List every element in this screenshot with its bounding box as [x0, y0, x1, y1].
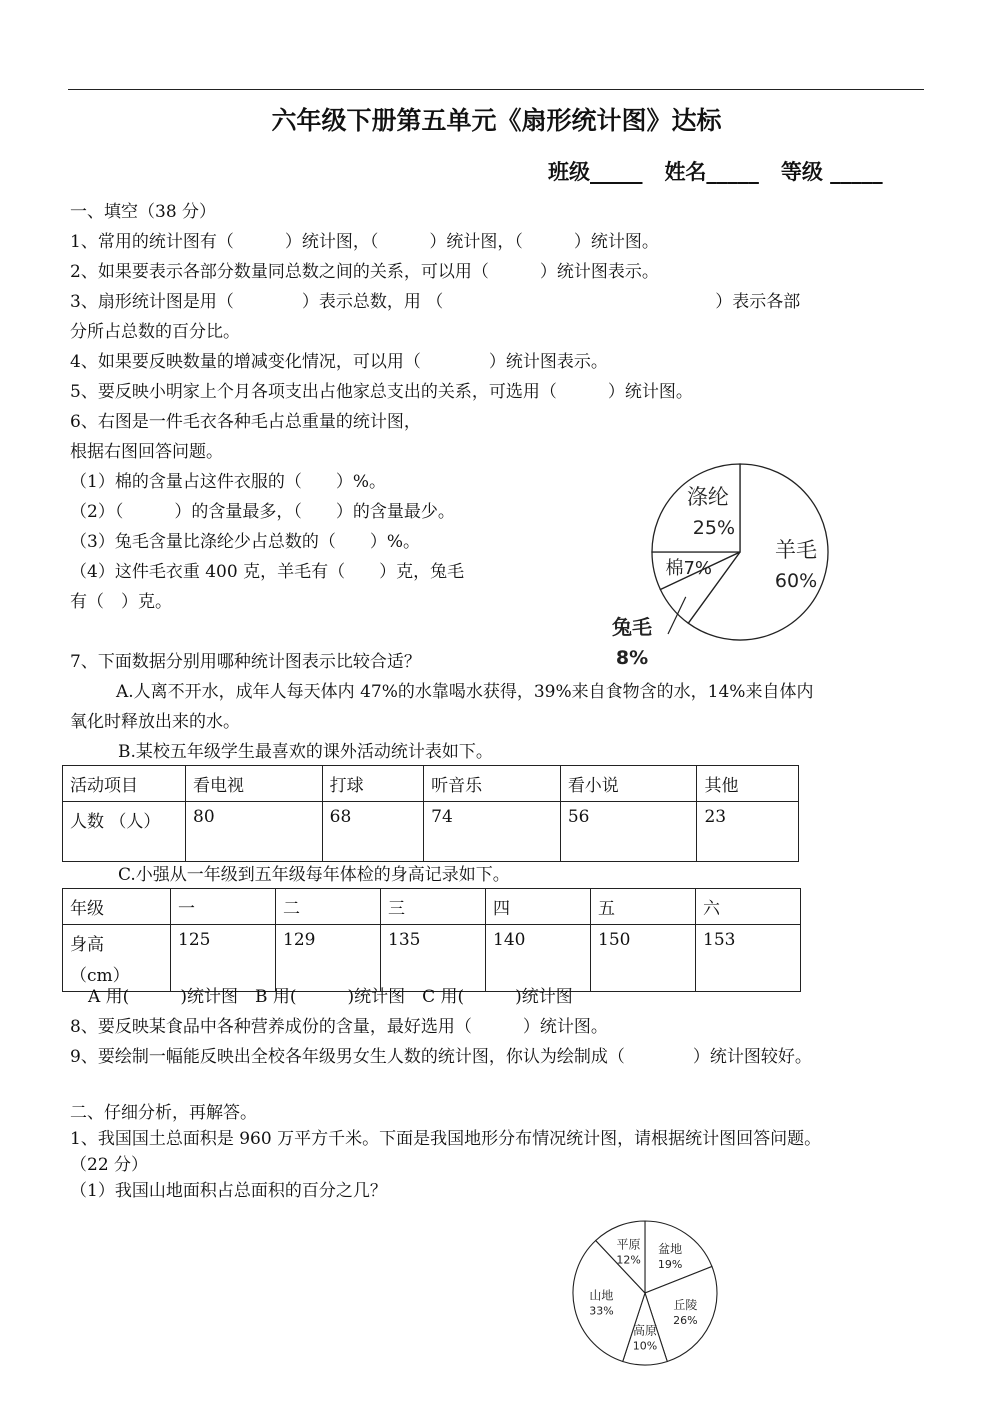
table-cell: 74 [424, 802, 561, 862]
question-6-sub4: （4）这件毛衣重 400 克，羊毛有（ ）克，兔毛 [70, 562, 465, 582]
table-cell: 135 [381, 925, 486, 992]
row-label-unit: （cm） [70, 966, 130, 986]
question-1: 1、常用的统计图有（ ）统计图，（ ）统计图，（ ）统计图。 [70, 232, 659, 252]
pie-label: 丘陵 [673, 1298, 698, 1313]
sweater-wool-pie-chart [560, 440, 850, 680]
table-header-row [63, 766, 799, 802]
table-cell: 125 [171, 925, 276, 992]
pie-label: 盆地 [658, 1242, 683, 1257]
section2-question-1-sub1: （1）我国山地面积占总面积的百分之几？ [70, 1181, 387, 1201]
pie-value-label: 60% [774, 569, 818, 592]
question-5: 5、要反映小明家上个月各项支出占他家总支出的关系，可选用（ ）统计图。 [70, 382, 693, 402]
table-cell: 人数 （人） [63, 802, 186, 862]
question-6-sub4-cont: 有（ ）克。 [70, 592, 172, 612]
table-cell: 140 [486, 925, 591, 992]
section2-question-1: 1、我国国土总面积是 960 万平方千米。下面是我国地形分布情况统计图，请根据统计图回答问题。 [70, 1129, 822, 1149]
table-cell: 80 [186, 802, 323, 862]
question-3-cont: 分所占总数的百分比。 [70, 322, 240, 342]
table-cell: 68 [322, 802, 423, 862]
pie-value-label: 8% [615, 647, 649, 669]
top-rule [68, 89, 924, 90]
table-cell: 153 [696, 925, 801, 992]
pie-label: 棉7% [665, 557, 713, 579]
section2-question-1-cont: （22 分） [70, 1155, 149, 1175]
row-label: 身高 [70, 935, 104, 955]
question-9: 9、要绘制一幅能反映出全校各年级男女生人数的统计图，你认为绘制成（ ）统计图较好。 [70, 1047, 812, 1067]
table-row [63, 802, 799, 862]
pie-label: 兔毛 [612, 615, 652, 639]
table-cell: 五 [591, 889, 696, 925]
pie-value-label: 19% [657, 1258, 683, 1272]
table-row [63, 925, 801, 992]
table-cell: 听音乐 [424, 766, 561, 802]
table-cell [63, 925, 171, 992]
question-2: 2、如果要表示各部分数量同总数之间的关系，可以用（ ）统计图表示。 [70, 262, 659, 282]
pie-label: 高原 [632, 1323, 658, 1338]
student-info [548, 156, 883, 186]
table-cell: 23 [697, 802, 799, 862]
table-cell: 三 [381, 889, 486, 925]
name-field: 姓名_____ [664, 159, 759, 184]
height-table [62, 888, 801, 992]
table-cell: 56 [560, 802, 697, 862]
pie-label: 平原 [616, 1237, 641, 1252]
question-7-c: C.小强从一年级到五年级每年体检的身高记录如下。 [118, 865, 510, 885]
question-6-sub3: （3）兔毛含量比涤纶少占总数的（ ）%。 [70, 532, 420, 552]
question-4: 4、如果要反映数量的增减变化情况，可以用（ ）统计图表示。 [70, 352, 608, 372]
question-8: 8、要反映某食品中各种营养成份的含量，最好选用（ ）统计图。 [70, 1017, 608, 1037]
section2-heading: 二、仔细分析，再解答。 [70, 1103, 257, 1123]
table-header-row [63, 889, 801, 925]
table-cell: 129 [276, 925, 381, 992]
class-field: 班级_____ [548, 159, 643, 184]
question-7-a-cont: 氧化时释放出来的水。 [70, 712, 240, 732]
table-cell: 看小说 [560, 766, 697, 802]
question-7-b: B.某校五年级学生最喜欢的课外活动统计表如下。 [118, 742, 493, 762]
question-7: 7、下面数据分别用哪种统计图表示比较合适？ [70, 652, 421, 672]
table-cell: 活动项目 [63, 766, 186, 802]
question-6-sub2: （2）（ ）的含量最多，（ ）的含量最少。 [70, 502, 455, 522]
pie-label: 涤纶 [686, 484, 729, 509]
table-cell: 一 [171, 889, 276, 925]
pie-value-label: 26% [673, 1314, 698, 1328]
terrain-pie-chart [560, 1205, 740, 1375]
pie-label: 羊毛 [775, 537, 818, 562]
page-title: 六年级下册第五单元《扇形统计图》达标 [271, 106, 722, 135]
table-cell: 二 [276, 889, 381, 925]
table-cell: 六 [696, 889, 801, 925]
activity-table [62, 765, 799, 862]
pie-value-label: 12% [616, 1253, 641, 1267]
pie-value-label: 10% [632, 1339, 658, 1353]
grade-field: 等级 _____ [780, 159, 883, 184]
pie-label: 山地 [589, 1288, 614, 1303]
pie-value-label: 25% [692, 516, 736, 539]
table-cell: 看电视 [186, 766, 323, 802]
section1-heading: 一、填空（38 分） [70, 202, 217, 222]
table-cell: 其他 [697, 766, 799, 802]
question-6-cont: 根据右图回答问题。 [70, 442, 223, 462]
pie-value-label: 33% [589, 1304, 614, 1318]
question-6-sub1: （1）棉的含量占这件衣服的（ ）%。 [70, 472, 386, 492]
question-6: 6、右图是一件毛衣各种毛占总重量的统计图， [70, 412, 421, 432]
question-3: 3、扇形统计图是用（ ）表示总数，用 （ ）表示各部 [70, 292, 801, 312]
question-7-answers: A 用( )统计图 B 用( )统计图 C 用( )统计图 [88, 987, 573, 1007]
table-cell: 打球 [322, 766, 423, 802]
table-cell: 年级 [63, 889, 171, 925]
question-7-a: A.人离不开水，成年人每天体内 47%的水靠喝水获得，39%来自食物含的水，14%来自体内 [116, 682, 814, 702]
table-cell: 四 [486, 889, 591, 925]
table-cell: 150 [591, 925, 696, 992]
